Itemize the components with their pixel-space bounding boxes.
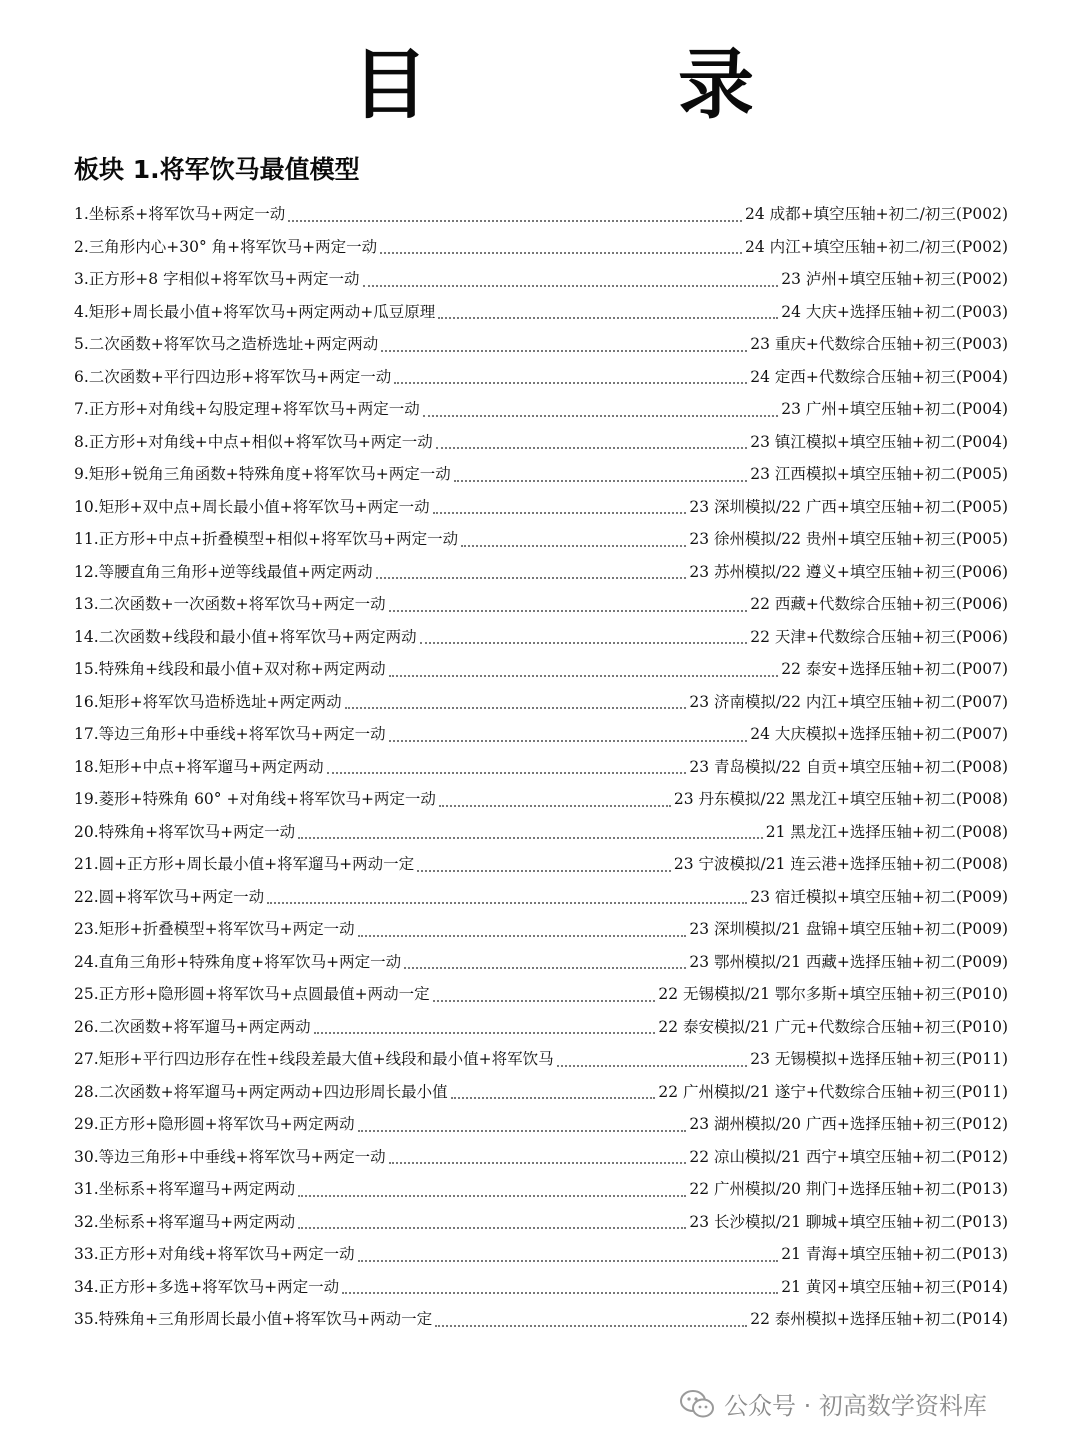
toc-entry — [74, 296, 1008, 329]
toc-entry-source: 24 大庆模拟+选择压轴+初二(P007) — [750, 725, 1008, 743]
toc-entry-title: 14.二次函数+线段和最小值+将军饮马+两定两动 — [74, 627, 417, 646]
toc-entry-source: 22 广州模拟/20 荆门+选择压轴+初二(P013) — [689, 1180, 1008, 1198]
toc-leader-dots — [267, 893, 747, 904]
toc-entry — [74, 783, 1008, 816]
toc-entry-title: 21.圆+正方形+周长最小值+将军遛马+两动一定 — [74, 855, 415, 873]
toc-entry — [74, 1011, 1008, 1044]
toc-entry-title: 27.矩形+平行四边形存在性+线段差最大值+线段和最小值+将军饮马 — [74, 1050, 554, 1068]
watermark-text: 公众号 · 初高数学资料库 — [724, 1392, 987, 1420]
toc-entry — [74, 946, 1008, 979]
toc-entry-source: 21 黄冈+填空压轴+初三(P014) — [781, 1277, 1008, 1296]
toc-entry — [74, 328, 1008, 361]
toc-entry-title: 24.直角三角形+特殊角度+将军饮马+两定一动 — [74, 952, 402, 971]
toc-entry — [74, 653, 1008, 686]
toc-entry-title: 23.矩形+折叠模型+将军饮马+两定一动 — [74, 920, 355, 938]
toc-leader-dots — [438, 308, 778, 319]
toc-entry-title: 19.菱形+特殊角 60° +对角线+将军饮马+两定一动 — [74, 790, 436, 808]
toc-entry-title: 11.正方形+中点+折叠模型+相似+将军饮马+两定一动 — [74, 530, 459, 548]
toc-leader-dots — [394, 373, 747, 384]
toc-entry — [74, 881, 1008, 914]
toc-entry — [74, 1206, 1008, 1239]
toc-entry — [74, 491, 1008, 524]
toc-entry — [74, 1141, 1008, 1174]
toc-entry-title: 17.等边三角形+中垂线+将军饮马+两定一动 — [74, 725, 386, 743]
toc-entry — [74, 588, 1008, 621]
toc-leader-dots — [389, 731, 748, 742]
toc-entry — [74, 198, 1008, 231]
toc-leader-dots — [435, 1316, 747, 1327]
toc-entry — [74, 1303, 1008, 1336]
toc-entry-source: 22 泰安+选择压轴+初二(P007) — [781, 660, 1008, 678]
toc-entry — [74, 978, 1008, 1011]
toc-leader-dots — [439, 796, 671, 807]
toc-entry — [74, 458, 1008, 491]
watermark-footer — [680, 1386, 987, 1421]
title-char-mu: 目 — [352, 40, 428, 129]
toc-entry-source: 23 长沙模拟/21 聊城+填空压轴+初二(P013) — [689, 1212, 1008, 1231]
toc-entry-title: 6.二次函数+平行四边形+将军饮马+两定一动 — [74, 367, 392, 386]
toc-entry-source: 23 苏州模拟/22 遵义+填空压轴+初三(P006) — [689, 562, 1008, 581]
toc-leader-dots — [381, 341, 747, 352]
toc-leader-dots — [298, 1186, 686, 1197]
toc-leader-dots — [345, 698, 687, 709]
toc-entry-source: 24 成都+填空压轴+初二/初三(P002) — [745, 205, 1008, 223]
toc-entry — [74, 393, 1008, 426]
toc-entry-source: 23 无锡模拟+选择压轴+初三(P011) — [750, 1050, 1008, 1068]
toc-entry — [74, 848, 1008, 881]
toc-leader-dots — [358, 926, 687, 937]
toc-leader-dots — [342, 1283, 778, 1294]
toc-entry-title: 28.二次函数+将军遛马+两定两动+四边形周长最小值 — [74, 1082, 448, 1101]
toc-entry-source: 23 重庆+代数综合压轴+初三(P003) — [750, 335, 1008, 353]
toc-entry — [74, 523, 1008, 556]
toc-leader-dots — [404, 958, 686, 969]
toc-entry-source: 23 镇江模拟+填空压轴+初二(P004) — [750, 432, 1008, 451]
toc-entry-title: 25.正方形+隐形圆+将军饮马+点圆最值+两动一定 — [74, 985, 430, 1003]
toc-entry — [74, 718, 1008, 751]
toc-entry-title: 10.矩形+双中点+周长最小值+将军饮马+两定一动 — [74, 497, 430, 516]
toc-entry-source: 23 鄂州模拟/21 西藏+选择压轴+初二(P009) — [689, 952, 1008, 971]
toc-entry-source: 23 深圳模拟/22 广西+填空压轴+初二(P005) — [689, 497, 1008, 516]
toc-leader-dots — [433, 503, 687, 514]
toc-leader-dots — [454, 471, 748, 482]
page-title — [0, 40, 1080, 130]
toc-entry-source: 24 定西+代数综合压轴+初三(P004) — [750, 367, 1008, 386]
toc-entry-title: 33.正方形+对角线+将军饮马+两定一动 — [74, 1245, 355, 1263]
toc-entry-source: 24 内江+填空压轴+初二/初三(P002) — [745, 237, 1008, 256]
toc-entry-title: 16.矩形+将军饮马造桥选址+两定两动 — [74, 692, 342, 711]
toc-entry-title: 35.特殊角+三角形周长最小值+将军饮马+两动一定 — [74, 1310, 433, 1328]
toc-entry-source: 23 宁波模拟/21 连云港+选择压轴+初二(P008) — [673, 855, 1008, 873]
toc-entry-source: 21 黑龙江+选择压轴+初二(P008) — [765, 822, 1008, 841]
toc-entry — [74, 556, 1008, 589]
toc-entry-source: 22 天津+代数综合压轴+初三(P006) — [750, 627, 1008, 646]
toc-entry-source: 23 济南模拟/22 内江+填空压轴+初二(P007) — [689, 692, 1008, 711]
toc-entry-source: 23 江西模拟+填空压轴+初二(P005) — [750, 465, 1008, 483]
toc-leader-dots — [423, 406, 779, 417]
toc-entry-title: 3.正方形+8 字相似+将军饮马+两定一动 — [74, 270, 360, 288]
toc-entry-source: 23 湖州模拟/20 广西+选择压轴+初三(P012) — [689, 1115, 1008, 1133]
toc-entry-source: 24 大庆+选择压轴+初二(P003) — [781, 302, 1008, 321]
toc-entry — [74, 426, 1008, 459]
toc-entry — [74, 231, 1008, 264]
toc-entry-title: 12.等腰直角三角形+逆等线最值+两定两动 — [74, 562, 373, 581]
toc-entry — [74, 1043, 1008, 1076]
toc-entry-source: 22 凉山模拟/21 西宁+填空压轴+初二(P012) — [689, 1147, 1008, 1166]
toc-entry-source: 22 泰州模拟+选择压轴+初二(P014) — [750, 1310, 1008, 1328]
toc-entry — [74, 816, 1008, 849]
toc-entry-source: 22 无锡模拟/21 鄂尔多斯+填空压轴+初三(P010) — [658, 985, 1008, 1003]
toc-entry-source: 22 广州模拟/21 遂宁+代数综合压轴+初三(P011) — [658, 1082, 1008, 1101]
toc-leader-dots — [314, 1023, 656, 1034]
toc-entry — [74, 913, 1008, 946]
toc-entry-title: 9.矩形+锐角三角函数+特殊角度+将军饮马+两定一动 — [74, 465, 451, 483]
toc-entry-title: 31.坐标系+将军遛马+两定两动 — [74, 1180, 296, 1198]
toc-leader-dots — [380, 243, 742, 254]
toc-entry-title: 4.矩形+周长最小值+将军饮马+两定两动+瓜豆原理 — [74, 302, 436, 321]
toc-entry — [74, 1108, 1008, 1141]
toc-entry-source: 22 泰安模拟/21 广元+代数综合压轴+初三(P010) — [658, 1017, 1008, 1036]
toc-leader-dots — [420, 633, 748, 644]
toc-entry-source: 22 西藏+代数综合压轴+初三(P006) — [750, 595, 1008, 613]
toc-entry-title: 1.坐标系+将军饮马+两定一动 — [74, 205, 286, 223]
toc-entry-title: 15.特殊角+线段和最小值+双对称+两定两动 — [74, 660, 386, 678]
toc-entry-title: 20.特殊角+将军饮马+两定一动 — [74, 822, 296, 841]
toc-entry — [74, 1076, 1008, 1109]
toc-leader-dots — [376, 568, 687, 579]
toc-entry-title: 26.二次函数+将军遛马+两定两动 — [74, 1017, 311, 1036]
toc-entry-source: 23 宿迁模拟+填空压轴+初二(P009) — [750, 887, 1008, 906]
toc-leader-dots — [417, 861, 671, 872]
toc-leader-dots — [389, 666, 779, 677]
toc-entry-title: 30.等边三角形+中垂线+将军饮马+两定一动 — [74, 1147, 386, 1166]
toc-entry — [74, 1271, 1008, 1304]
toc-entry-source: 23 丹东模拟/22 黑龙江+填空压轴+初二(P008) — [673, 790, 1008, 808]
toc-entry — [74, 751, 1008, 784]
toc-leader-dots — [436, 438, 748, 449]
toc-entry-title: 34.正方形+多选+将军饮马+两定一动 — [74, 1277, 340, 1296]
toc-leader-dots — [288, 211, 742, 222]
toc-leader-dots — [557, 1056, 748, 1067]
toc-entry — [74, 263, 1008, 296]
toc-entry-title: 29.正方形+隐形圆+将军饮马+两定两动 — [74, 1115, 355, 1133]
toc-entry — [74, 1238, 1008, 1271]
toc-leader-dots — [358, 1251, 779, 1262]
toc-entry-title: 8.正方形+对角线+中点+相似+将军饮马+两定一动 — [74, 432, 433, 451]
table-of-contents — [74, 198, 1008, 1336]
toc-entry-title: 22.圆+将军饮马+两定一动 — [74, 887, 265, 906]
toc-entry-title: 13.二次函数+一次函数+将军饮马+两定一动 — [74, 595, 386, 613]
toc-entry — [74, 686, 1008, 719]
toc-leader-dots — [451, 1088, 656, 1099]
toc-leader-dots — [461, 536, 686, 547]
toc-leader-dots — [389, 1153, 687, 1164]
toc-leader-dots — [298, 828, 763, 839]
toc-entry-title: 32.坐标系+将军遛马+两定两动 — [74, 1212, 296, 1231]
toc-entry-title: 2.三角形内心+30° 角+将军饮马+两定一动 — [74, 237, 378, 256]
toc-entry — [74, 1173, 1008, 1206]
toc-leader-dots — [298, 1218, 686, 1229]
toc-leader-dots — [389, 601, 748, 612]
toc-leader-dots — [327, 763, 687, 774]
toc-entry-title: 5.二次函数+将军饮马之造桥选址+两定两动 — [74, 335, 379, 353]
toc-leader-dots — [363, 276, 779, 287]
toc-entry — [74, 361, 1008, 394]
toc-entry-source: 23 泸州+填空压轴+初三(P002) — [781, 270, 1008, 288]
section-heading: 板块 1.将军饮马最值模型 — [74, 155, 360, 184]
toc-entry-source: 21 青海+填空压轴+初二(P013) — [781, 1245, 1008, 1263]
wechat-icon — [680, 1389, 714, 1419]
toc-entry-source: 23 徐州模拟/22 贵州+填空压轴+初三(P005) — [689, 530, 1008, 548]
title-char-lu: 录 — [678, 40, 754, 129]
toc-entry-source: 23 广州+填空压轴+初二(P004) — [781, 400, 1008, 418]
toc-entry-source: 23 青岛模拟/22 自贡+填空压轴+初二(P008) — [689, 757, 1008, 776]
toc-entry-source: 23 深圳模拟/21 盘锦+填空压轴+初二(P009) — [689, 920, 1008, 938]
toc-leader-dots — [358, 1121, 687, 1132]
toc-entry-title: 18.矩形+中点+将军遛马+两定两动 — [74, 757, 324, 776]
toc-entry — [74, 621, 1008, 654]
toc-entry-title: 7.正方形+对角线+勾股定理+将军饮马+两定一动 — [74, 400, 420, 418]
toc-leader-dots — [433, 991, 656, 1002]
